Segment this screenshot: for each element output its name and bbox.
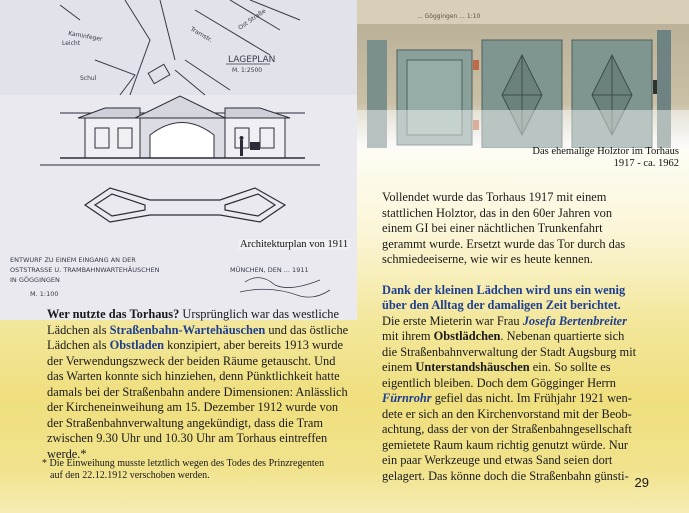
unterstandshaeuschen-term: Unterstandshäuschen: [415, 360, 530, 374]
page-number: 29: [634, 475, 649, 490]
footnote-line1: * Die Einweihung musste letztlich wegen des Todes des Prinzregenten: [42, 458, 325, 469]
gate-drawing: [357, 0, 689, 148]
text-run: mit ihrem: [382, 329, 434, 343]
obstladen-term: Obstladen: [109, 338, 165, 352]
footnote-line2: auf den 22.12.1912 verschoben werden.: [50, 470, 210, 481]
svg-text:Kaminfeger: Kaminfeger: [67, 30, 103, 43]
left-paragraph: [47, 307, 352, 462]
text-run: konzipiert, aber bereits 1913 wurde der Verwendungszweck der beiden Räume getauscht. Und das Warten konnte sich hinziehen, denn Pünktlichkeit hatte damals bei der Straßenbahn andere Dimensionen: Anlässlich der Kircheneinweihung am 15. Dezember 1912 wurde von der Straßenbahnverwaltung angekündigt, dass die Tram zwischen 9.30 Uhr und 10.30 Uhr am Torhaus eintreffen werde.*: [47, 338, 348, 461]
text-run: und das östliche Lädchen als: [47, 322, 349, 352]
photo-caption: [489, 146, 679, 170]
svg-text:Ost Straße: Ost Straße: [237, 7, 268, 32]
right-paragraph-1: Vollendet wurde das Torhaus 1917 mit einem stattlichen Holztor, das in den 60er Jahren von einem GI bei einer nächtlichen Trunkenfahrt gerammt wurde. Ersetzt wurde das Tor durch das schmiedeeiserne, wie wir es heute kennen.: [382, 190, 626, 266]
text-run: Die erste Mieterin war Frau: [382, 313, 523, 328]
wartehaeuschen-term: Straßenbahn-Wartehäuschen: [109, 322, 266, 337]
photo-caption-line1: Das ehemalige Holztor im Torhaus: [532, 146, 679, 157]
svg-text:Schul: Schul: [80, 75, 97, 82]
plan-scale: M. 1:2500: [232, 67, 263, 74]
text-run: ein. So sollte es eigentlich bleiben. Doch dem Gögginger Herrn: [382, 360, 616, 390]
plan-bottom-text-1: ENTWURF ZU EINEM EINGANG AN DER: [10, 256, 136, 264]
plan-bottom-scale: M. 1:100: [30, 290, 59, 298]
plan-bottom-text-3: IN GÖGGINGEN: [10, 276, 60, 284]
wooden-gate-photo: [357, 0, 689, 148]
svg-text:... Göggingen ... 1:10: ... Göggingen ... 1:10: [417, 13, 481, 20]
plan-signature-place: MÜNCHEN, DEN ... 1911: [230, 266, 309, 274]
right-heading: Dank der kleinen Lädchen wird uns ein wenig über den Alltag der damaligen Zeit berichtet.: [382, 282, 626, 312]
plan-bottom-text-2: OSTSTRASSE U. TRAMBAHNWARTEHÄUSCHEN: [10, 266, 160, 274]
fuernrohr-name: Fürnrohr: [382, 391, 432, 405]
svg-text:Tramstr.: Tramstr.: [189, 25, 214, 44]
plan-caption: Architekturplan von 1911: [240, 239, 349, 250]
left-text-column: [47, 307, 352, 462]
text-run: Ursprünglich war das westliche Lädchen als: [47, 307, 339, 337]
plan-title: LAGEPLAN: [228, 55, 276, 65]
right-text-column: [382, 190, 640, 484]
plan-drawing: [0, 0, 357, 320]
text-run: gefiel das nicht. Im Frühjahr 1921 wen-dete er sich an den Kirchenvorstand mit der Beob-achtung, dass der von der Straßenbahngesellschaft gemietete Raum kaum richtig genutzt würde. Nur ein paar Werkzeuge und etwas Sand seien dort gelagert. Das könne doch die Straßenbahn günsti-: [382, 391, 632, 483]
obstlaedchen-term: Obstlädchen: [433, 329, 501, 343]
architecture-plan-image: [0, 0, 357, 320]
photo-caption-line2: 1917 - ca. 1962: [613, 158, 679, 169]
right-paragraph-2: [382, 283, 640, 485]
text-run: . Nebenan quartierte sich die Straßenbahnverwaltung der Stadt Augsburg mit einem: [382, 329, 637, 374]
tenant-name: Josefa Bertenbreiter: [522, 313, 628, 328]
footnote: [42, 458, 362, 482]
svg-text:Leicht: Leicht: [62, 40, 81, 47]
question-heading: Wer nutzte das Torhaus?: [47, 307, 180, 321]
